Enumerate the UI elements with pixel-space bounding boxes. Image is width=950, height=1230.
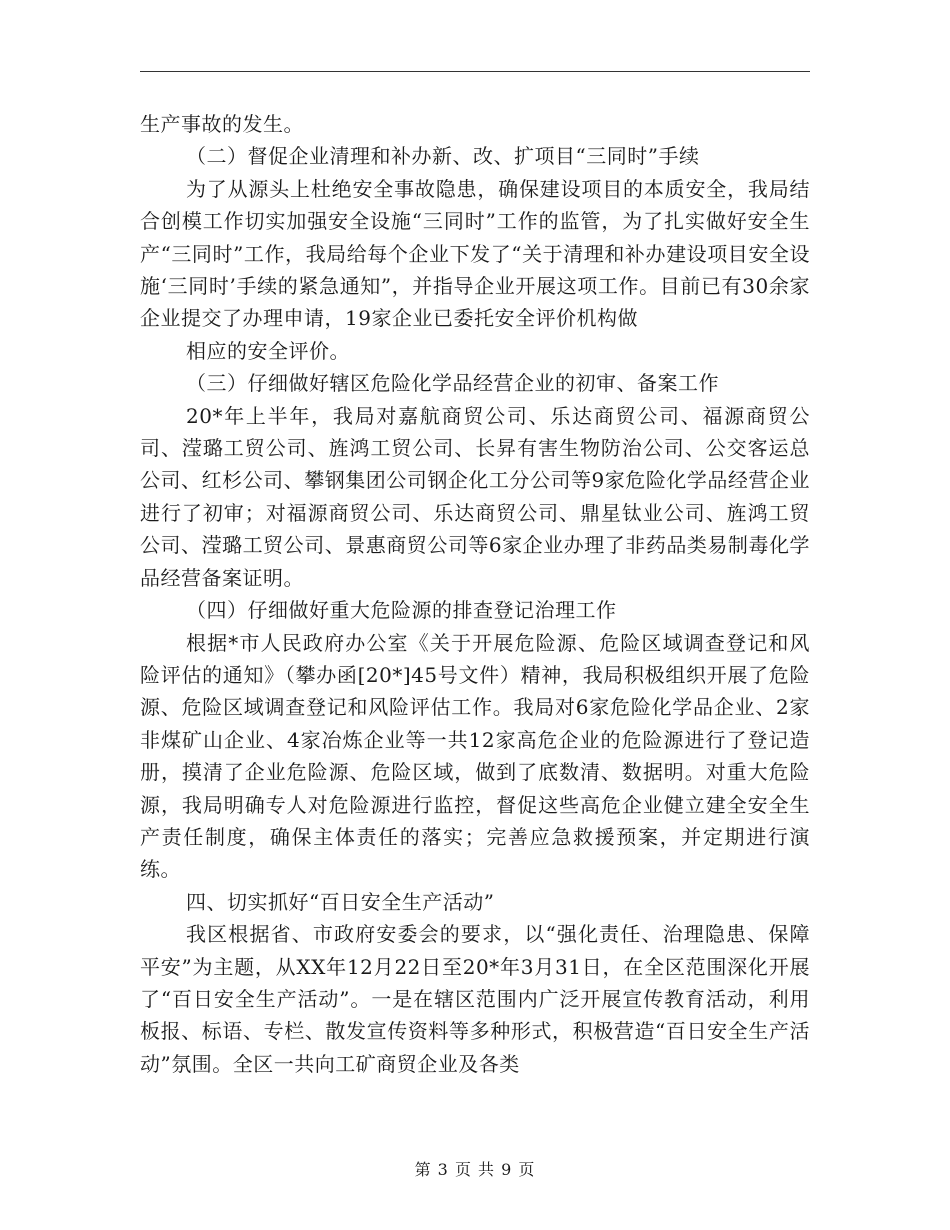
paragraph: 20*年上半年，我局对嘉航商贸公司、乐达商贸公司、福源商贸公司、滢璐工贸公司、旌鸿工贸公司、长昇有害生物防治公司、公交客运总公司、红杉公司、攀钢集团公司钢企化工分公司等9家危险化学品经营企业进行了初审；对福源商贸公司、乐达商贸公司、鼎星钛业公司、旌鸿工贸公司、滢璐工贸公司、景惠商贸公司等6家企业办理了非药品类易制毒化学品经营备案证明。 — [140, 403, 810, 590]
document-body — [140, 108, 810, 1080]
section-heading: （二）督促企业清理和补办新、改、扩项目“三同时”手续 — [186, 144, 700, 169]
section-heading: 四、切实抓好“百日安全生产活动” — [186, 889, 495, 914]
header-divider — [140, 71, 810, 72]
section-heading: （三）仔细做好辖区危险化学品经营企业的初审、备案工作 — [186, 371, 719, 396]
paragraph: 为了从源头上杜绝安全事故隐患，确保建设项目的本质安全，我局结合创模工作切实加强安全设施“三同时”工作的监管，为了扎实做好安全生产“三同时”工作，我局给每个企业下发了“关于清理和补办建设项目安全设施‘三同时’手续的紧急通知”，并指导企业开展这项工作。目前已有30余家企业提交了办理申请，19家企业已委托安全评价机构做 — [140, 176, 810, 331]
paragraph: 我区根据省、市政府安委会的要求，以“强化责任、治理隐患、保障平安”为主题，从XX年12月22日至20*年3月31日，在全区范围深化开展了“百日安全生产活动”。一是在辖区范围内广泛开展宣传教育活动，利用板报、标语、专栏、散发宣传资料等多种形式，积极营造“百日安全生产活动”氛围。全区一共向工矿商贸企业及各类 — [140, 922, 810, 1076]
paragraph: 生产事故的发生。 — [140, 112, 304, 136]
page-number-footer: 第 3 页 共 9 页 — [414, 1160, 536, 1179]
paragraph: 相应的安全评价。 — [186, 338, 350, 363]
paragraph: 根据*市人民政府办公室《关于开展危险源、危险区域调查登记和风险评估的通知》（攀办函[20*]45号文件）精神，我局积极组织开展了危险源、危险区域调查登记和风险评估工作。我局对6家危险化学品企业、2家非煤矿山企业、4家冶炼企业等一共12家高危企业的危险源进行了登记造册，摸清了企业危险源、危险区域，做到了底数清、数据明。对重大危险源，我局明确专人对危险源进行监控，督促这些高危企业健立建全安全生产责任制度，确保主体责任的落实；完善应急救援预案，并定期进行演练。 — [140, 630, 810, 882]
section-heading: （四）仔细做好重大危险源的排查登记治理工作 — [186, 598, 617, 623]
